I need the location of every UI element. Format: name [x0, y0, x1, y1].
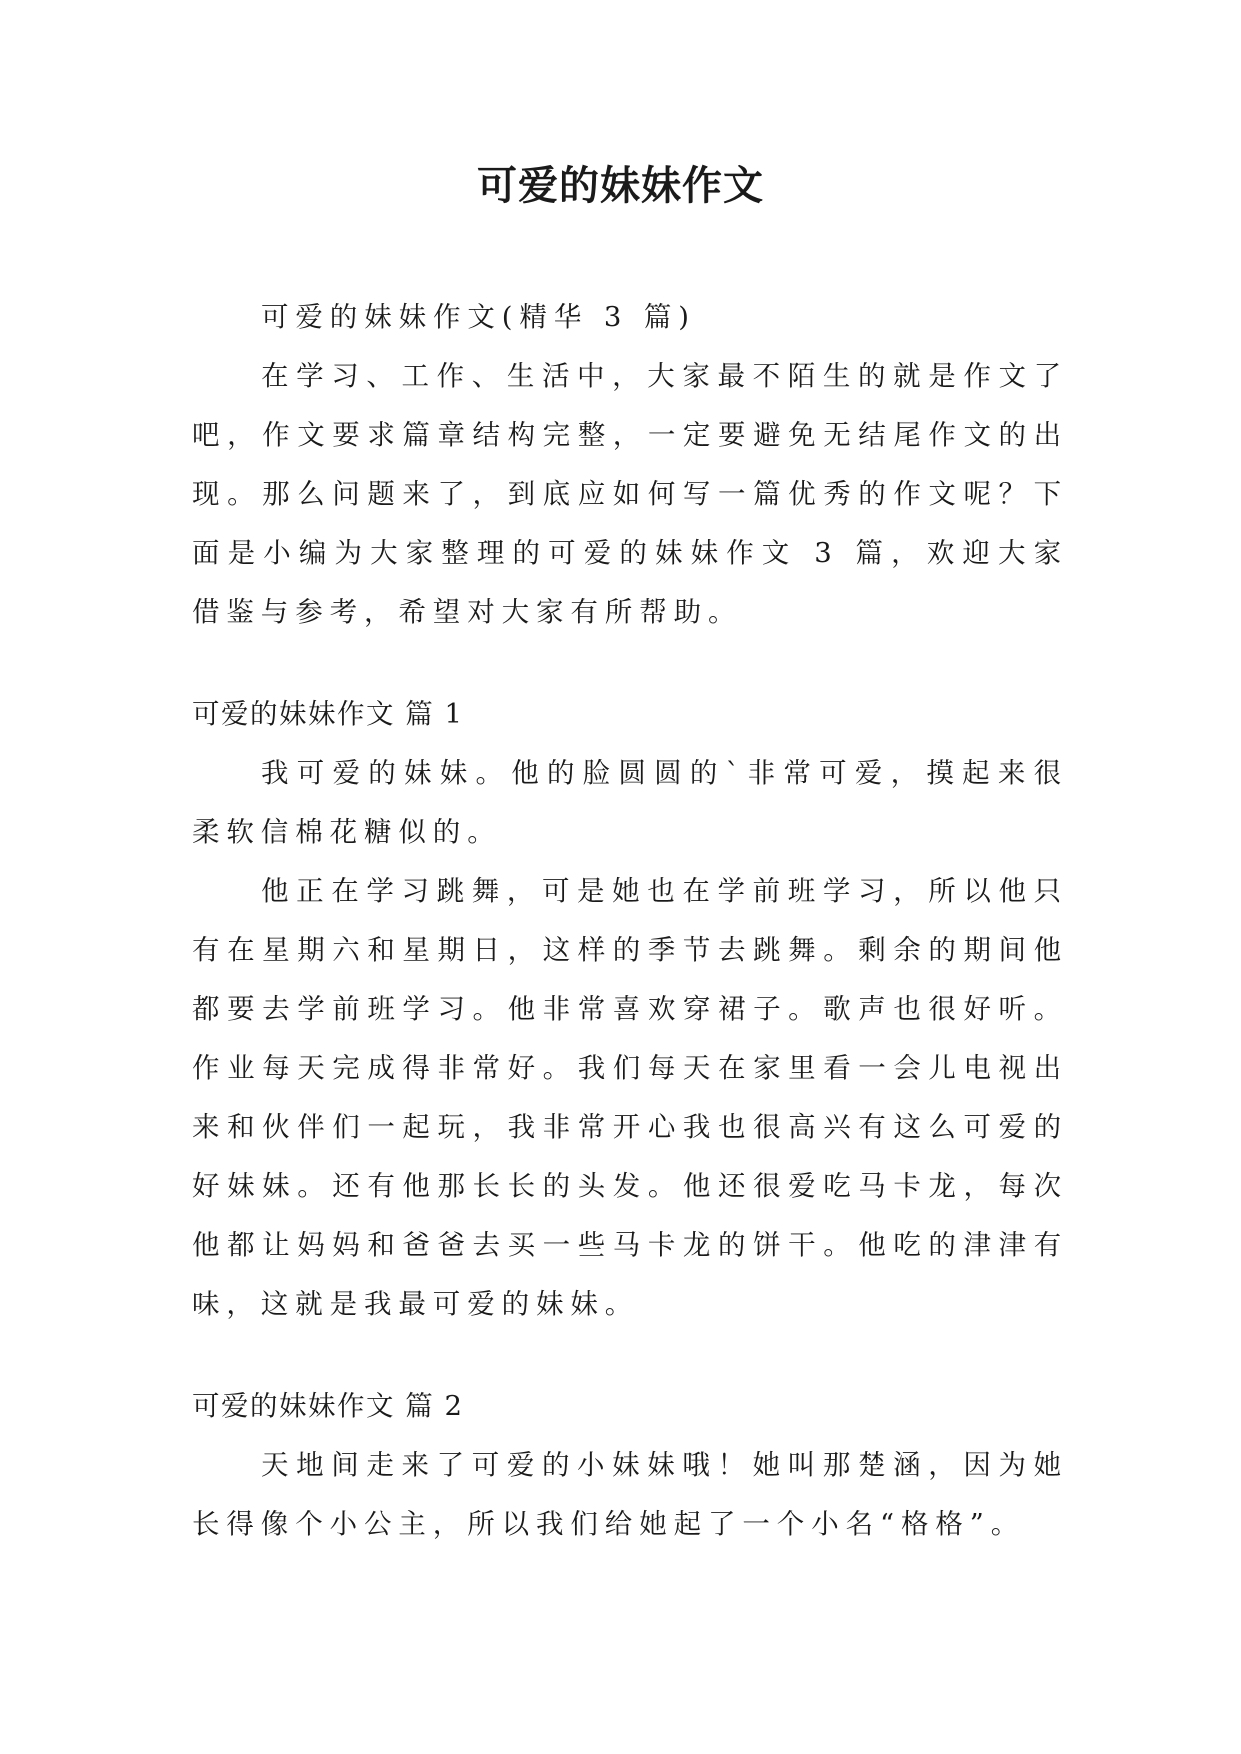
document-subtitle: 可爱的妹妹作文(精华 3 篇) — [261, 301, 696, 333]
intro-paragraph: 在学习、工作、生活中，大家最不陌生的就是作文了吧，作文要求篇章结构完整，一定要避免无结尾作文的出现。那么问题来了，到底应如何写一篇优秀的作文呢？下面是小编为大家整理的可爱的妹妹作文 3 篇，欢迎大家借鉴与参考，希望对大家有所帮助。 — [192, 360, 1068, 628]
section-1-paragraph-2: 他正在学习跳舞，可是她也在学前班学习，所以他只有在星期六和星期日，这样的季节去跳舞。剩余的期间他都要去学前班学习。他非常喜欢穿裙子。歌声也很好听。作业每天完成得非常好。我们每天在家里看一会儿电视出来和伙伴们一起玩，我非常开心我也很高兴有这么可爱的好妹妹。还有他那长长的头发。他还很爱吃马卡龙，每次他都让妈妈和爸爸去买一些马卡龙的饼干。他吃的津津有味，这就是我最可爱的妹妹。 — [192, 875, 1068, 1320]
section-spacer — [192, 642, 1068, 685]
document-body — [192, 288, 1068, 1554]
section-2-paragraph-1: 天地间走来了可爱的小妹妹哦！她叫那楚涵，因为她长得像个小公主，所以我们给她起了一个小名“格格”。 — [192, 1449, 1068, 1540]
section-1-paragraph-1: 我可爱的妹妹。他的脸圆圆的`非常可爱，摸起来很柔软信棉花糖似的。 — [192, 757, 1068, 848]
section-spacer — [192, 1334, 1068, 1377]
document-title: 可爱的妹妹作文 — [477, 163, 764, 209]
section-heading-1: 可爱的妹妹作文 篇 1 — [192, 698, 464, 730]
section-heading-2: 可爱的妹妹作文 篇 2 — [192, 1390, 464, 1422]
